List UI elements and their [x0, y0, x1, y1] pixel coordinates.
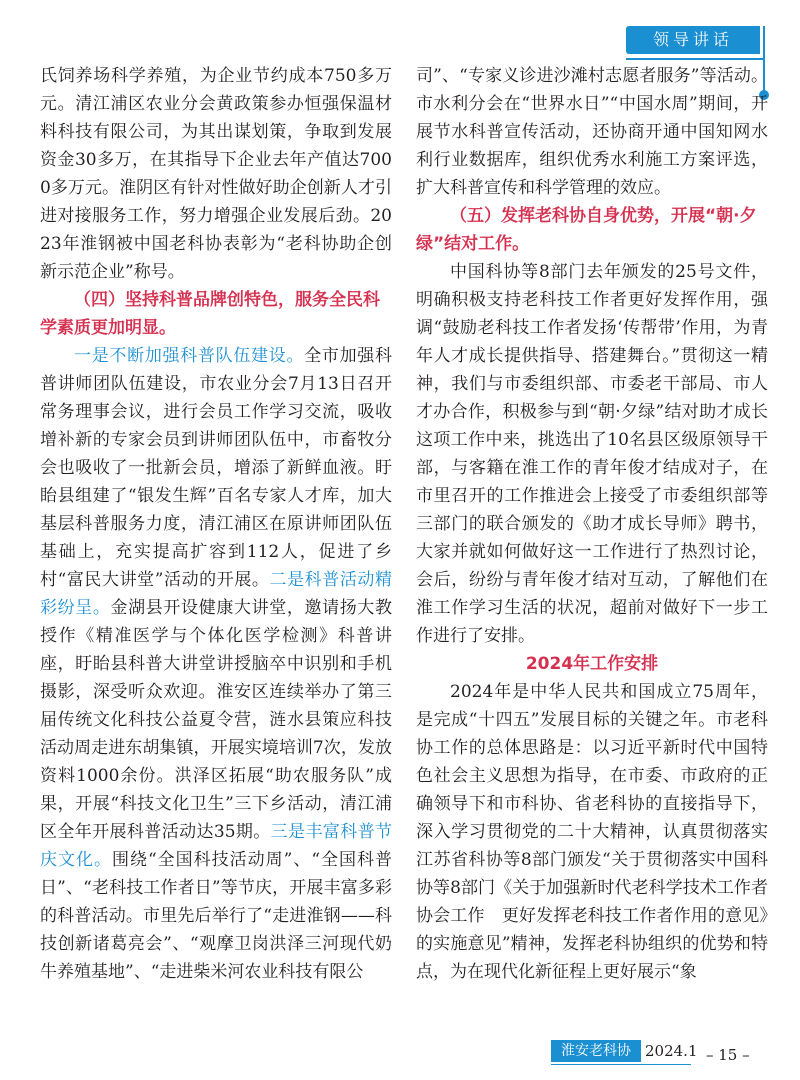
section-tab: 领导讲话	[626, 26, 760, 54]
emphasis-text: 三是丰富科普节庆文化。	[40, 822, 392, 870]
page-number: – 15 –	[706, 1046, 750, 1064]
section-title: 2024年工作安排	[525, 654, 659, 674]
section-heading-4: （四）坚持科普品牌创特色，服务全民科学素质更加明显。	[40, 290, 380, 338]
paragraph-text: 围绕“全国科技活动周”、“全国科普日”、“老科技工作者日”等节庆，开展丰富多彩的科普活动。市里先后举行了“走进淮钢——科技创新诸葛亮会”、“观摩卫岗洪泽三河现代奶牛养殖基地”、“走进柴米河农业科技有限公	[40, 850, 392, 982]
paragraph	[40, 342, 392, 986]
paragraph-text: 金湖县开设健康大讲堂，邀请扬大教授作《精准医学与个体化医学检测》科普讲座，盱眙县科普大讲堂讲授脑卒中识别和手机摄影，深受听众欢迎。淮安区连续举办了第三届传统文化科技公益夏令营，涟水县策应科技活动周走进东胡集镇，开展实境培训7次，发放资料1000余份。洪泽区拓展“助农服务队”成果，开展“科技文化卫生”三下乡活动，清江浦区全年开展科普活动达35期。	[40, 598, 393, 842]
paragraph: 中国科协等8部门去年颁发的25号文件，明确积极支持老科技工作者更好发挥作用，强调“鼓励老科技工作者发扬‘传帮带’作用，为青年人才成长提供指导、搭建舞台。”贯彻这一精神，我们与市委组织部、市委老干部局、市人才办合作，积极参与到“朝·夕绿”结对助才成长这项工作中来，挑选出了10名县区级原领导干部，与客籍在淮工作的青年俊才结成对子，在市里召开的工作推进会上接受了市委组织部等三部门的联合颁发的《助才成长导师》聘书，大家并就如何做好这一工作进行了热烈讨论，会后，纷纷与青年俊才结对互动，了解他们在淮工作学习生活的状况，超前对做好下一步工作进行了安排。	[416, 262, 768, 646]
emphasis-text: 一是不断加强科普队伍建设。	[74, 346, 305, 366]
section-heading-5: （五）发挥老科协自身优势，开展“朝·夕绿”结对工作。	[416, 206, 757, 254]
emphasis-text: 二是科普活动精彩纷呈。	[40, 570, 392, 618]
footer-rule	[551, 1064, 691, 1065]
right-column	[416, 62, 768, 986]
issue-number: 2024.1	[645, 1042, 698, 1060]
paragraph: 2024年是中华人民共和国成立75周年，是完成“十四五”发展目标的关键之年。市老科协工作的总体思路是：以习近平新时代中国特色社会主义思想为指导，在市委、市政府的正确领导下和市科协、省老科协的直接指导下，深入学习贯彻党的二十大精神，认真贯彻落实江苏省科协等8部门颁发“关于贯彻落实中国科协等8部门《关于加强新时代老科学技术工作者协会工作 更好发挥老科技工作者作用的意见》的实施意见”精神，发挥老科协组织的优势和特点，为在现代化新征程上更好展示“象	[416, 682, 768, 982]
publication-name: 淮安老科协	[551, 1040, 641, 1062]
left-column	[40, 62, 392, 986]
paragraph: 氏饲养场科学养殖，为企业节约成本750多万元。清江浦区农业分会黄政策参办恒强保温材料科技有限公司，为其出谋划策，争取到发展资金30多万，在其指导下企业去年产值达7000多万元。淮阴区有针对性做好助企创新人才引进对接服务工作，努力增强企业发展后劲。2023年淮钢被中国老科协表彰为“老科协助企创新示范企业”称号。	[40, 66, 392, 282]
paragraph: 司”、“专家义诊进沙滩村志愿者服务”等活动。市水利分会在“世界水日”“中国水周”期间，开展节水科普宣传活动，还协商开通中国知网水利行业数据库，组织优秀水利施工方案评选，扩大科普宣传和科学管理的效应。	[416, 66, 768, 198]
paragraph-text: 全市加强科普讲师团队伍建设，市农业分会7月13日召开常务理事会议，进行会员工作学习交流，吸收增补新的专家会员到讲师团队伍中，市畜牧分会也吸收了一批新会员，增添了新鲜血液。盱眙县组建了“银发生辉”百名专家人才库，加大基层科普服务力度，清江浦区在原讲师团队伍基础上，充实提高扩容到112人，促进了乡村“富民大讲堂”活动的开展。	[40, 346, 393, 590]
header-rule	[626, 58, 764, 60]
